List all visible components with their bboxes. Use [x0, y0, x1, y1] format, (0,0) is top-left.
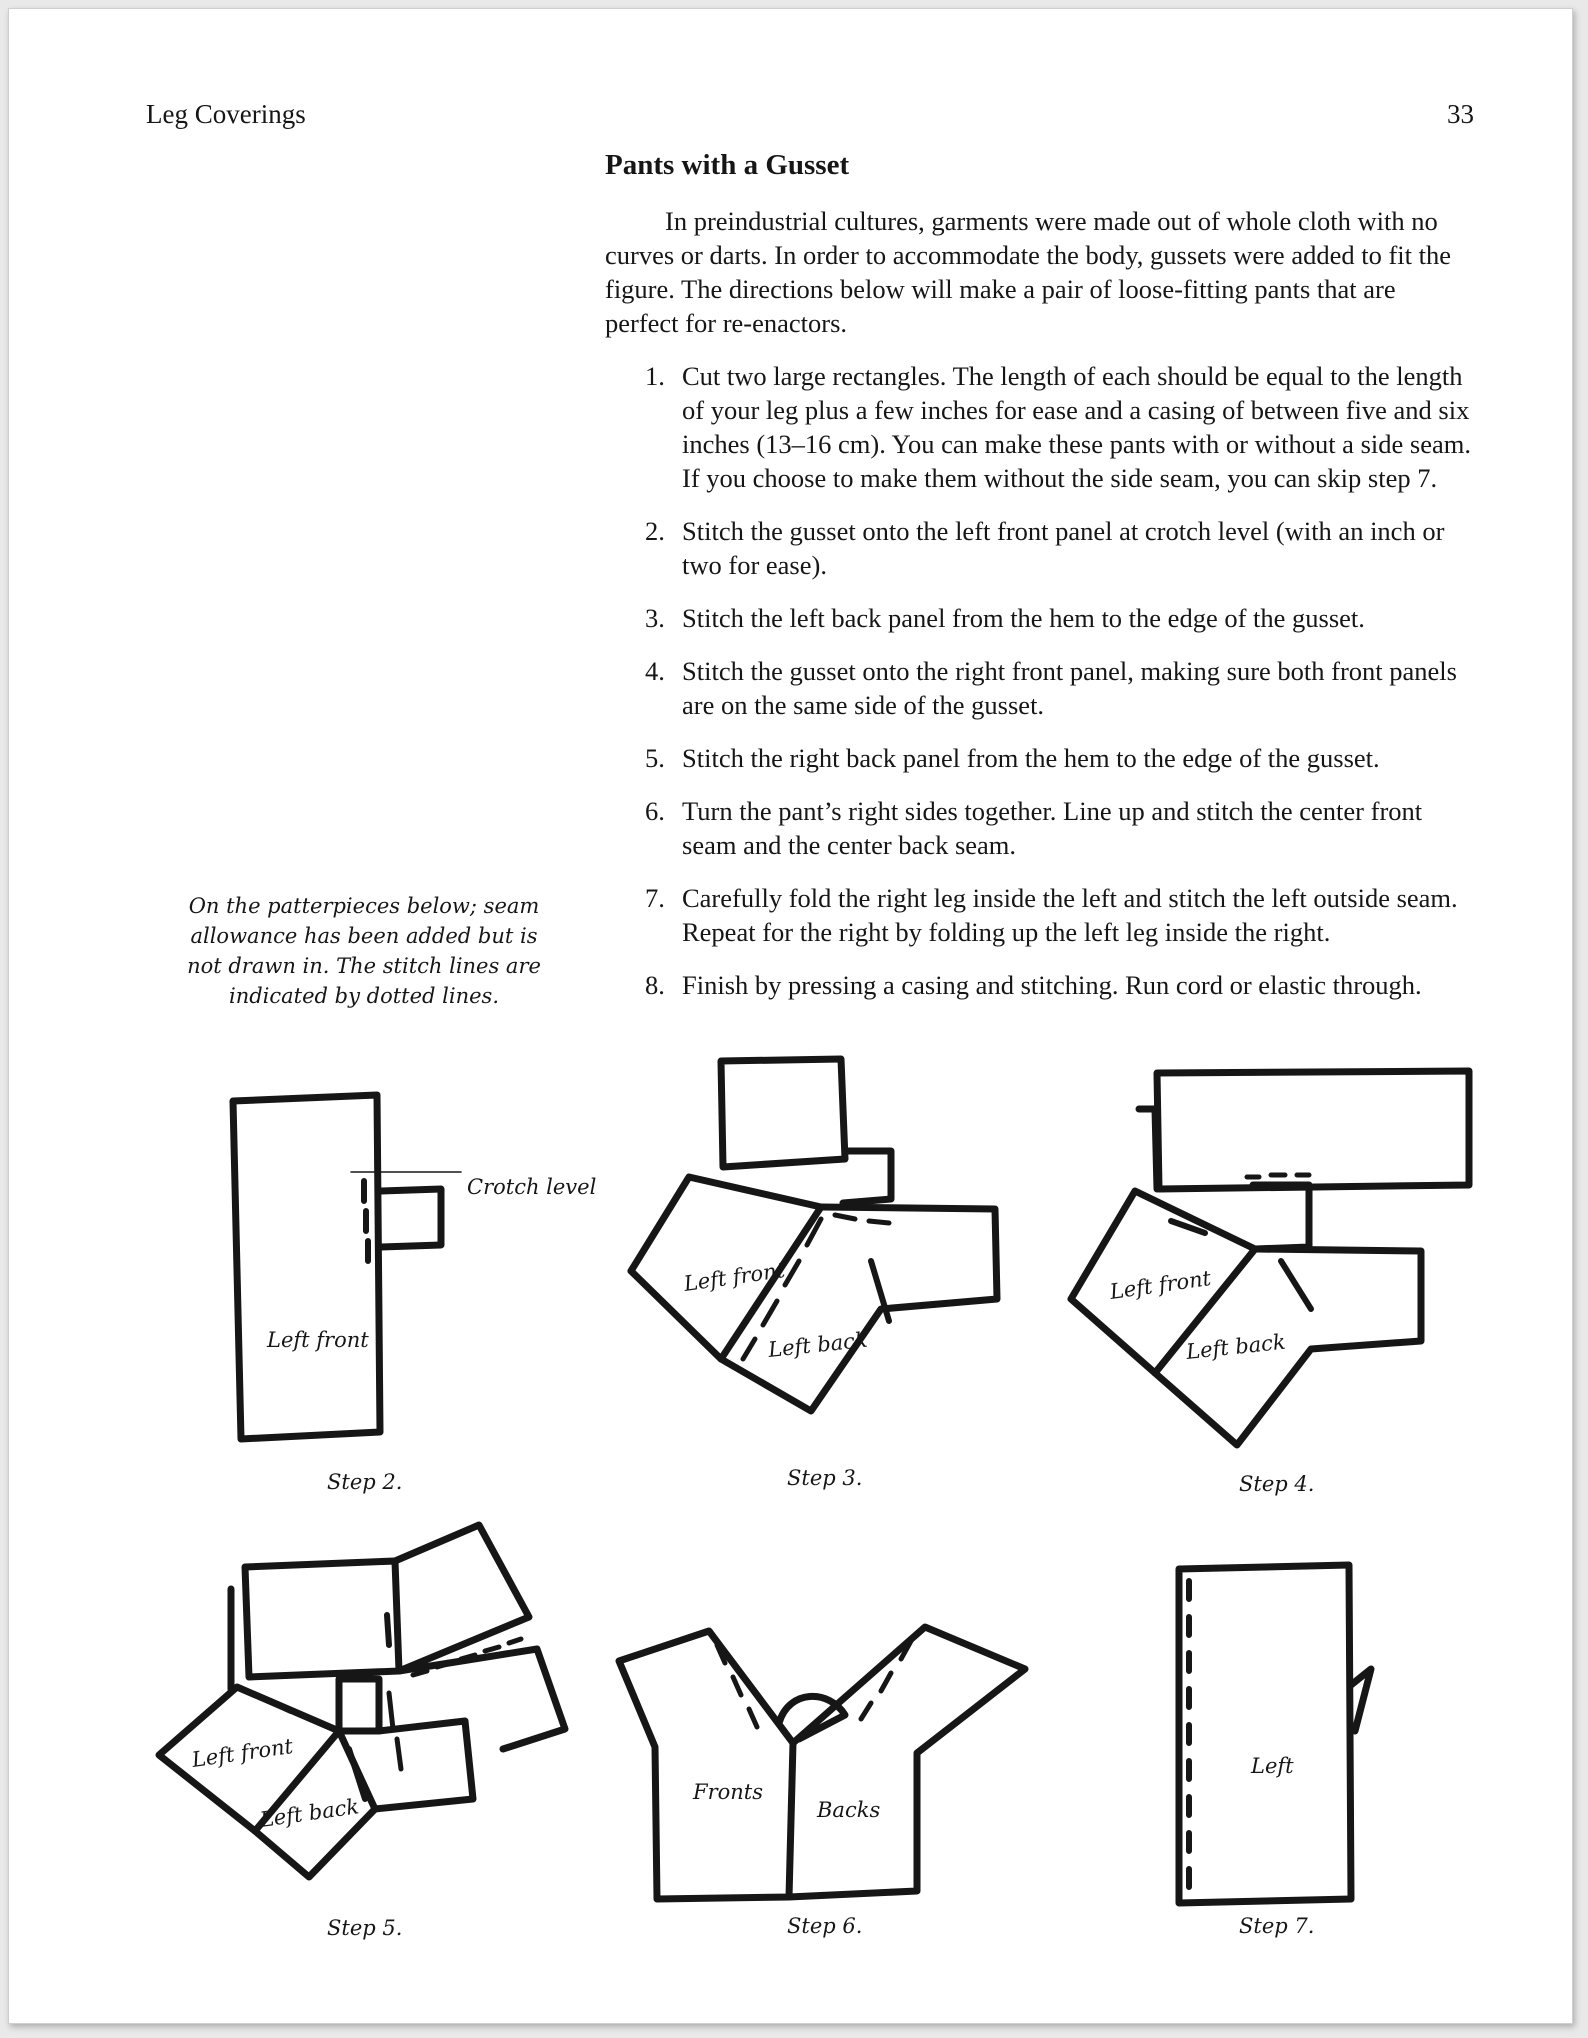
step-number: 1.	[645, 361, 665, 391]
left-front-label: Left front	[682, 1258, 787, 1296]
backs-label: Backs	[817, 1798, 881, 1822]
stitch-line	[835, 1215, 889, 1223]
gusset-piece	[339, 1679, 379, 1731]
left-back-label: Left back	[767, 1327, 869, 1362]
left-front-label: Left front	[1108, 1266, 1213, 1304]
dart-line	[1281, 1261, 1311, 1309]
stitch-line	[364, 1181, 368, 1261]
right-panel-top	[395, 1525, 529, 1671]
step6-diagram	[619, 1627, 1025, 1899]
back-panel-top	[721, 1059, 845, 1167]
panel-edge	[1139, 1109, 1157, 1189]
step-number: 6.	[645, 796, 665, 826]
step-text: Stitch the right back panel from the hem to the edge of the gusset.	[682, 743, 1380, 773]
pattern-illustrations	[9, 9, 1572, 2023]
fronts-panel	[619, 1631, 793, 1899]
left-back-label: Left back	[1185, 1329, 1287, 1364]
page-number: 33	[1447, 99, 1474, 129]
step6-caption: Step 6.	[787, 1914, 863, 1938]
step5-diagram	[159, 1525, 565, 1877]
right-front-panel	[375, 1721, 473, 1809]
left-panel	[1179, 1565, 1351, 1903]
step-text: Turn the pant’s right sides together. Line up and stitch the center front seam and the center back seam.	[682, 796, 1423, 860]
step-text: Carefully fold the right leg inside the left and stitch the left outside seam. Repeat for the right by folding up the left leg inside the right.	[682, 883, 1458, 947]
stitch-line	[1247, 1175, 1309, 1177]
back-panel-top	[245, 1561, 399, 1677]
step-text: Finish by pressing a casing and stitching. Run cord or elastic through.	[682, 970, 1422, 1000]
step-number: 4.	[645, 656, 665, 686]
stitch-line	[387, 1615, 389, 1645]
step-number: 8.	[645, 970, 665, 1000]
step4-diagram	[1071, 1071, 1469, 1445]
backs-panel	[789, 1627, 1025, 1897]
left-label: Left	[1251, 1754, 1294, 1778]
step-text: Stitch the gusset onto the right front panel, making sure both front panels are on the same side of the gusset.	[682, 656, 1457, 720]
fronts-label: Fronts	[693, 1780, 763, 1804]
right-front-panel	[1157, 1071, 1469, 1189]
step-number: 7.	[645, 883, 665, 913]
intro-paragraph: In preindustrial cultures, garments were made out of whole cloth with no curves or darts. In order to accommodate the body, gussets were added to fit the figure. The directions below will make a pair of loose-fitting pants that are perfect for re-enactors.	[605, 206, 1452, 338]
gusset-piece	[380, 1189, 441, 1247]
step3-caption: Step 3.	[787, 1466, 863, 1490]
step-number: 2.	[645, 516, 665, 546]
left-front-label: Left front	[190, 1734, 295, 1772]
step-text: Cut two large rectangles. The length of each should be equal to the length of your leg plus a few inches for ease and a casing of between five and six inches (13–16 cm). You can make these pants with or without a side seam. If you choose to make them without the side seam, you can skip step 7.	[682, 361, 1471, 493]
step7-diagram	[1179, 1565, 1371, 1903]
gusset-edge	[1351, 1669, 1371, 1731]
left-back-label: Left back	[258, 1794, 361, 1832]
step5-caption: Step 5.	[327, 1916, 403, 1940]
pattern-note: On the patterpieces below; seam allowance has been added but is not drawn in. The stitch lines are indicated by dotted lines.	[187, 894, 541, 1008]
step4-caption: Step 4.	[1239, 1472, 1315, 1496]
step-number: 3.	[645, 603, 665, 633]
step-text: Stitch the gusset onto the left front panel at crotch level (with an inch or two for ease).	[682, 516, 1445, 580]
step2-diagram	[233, 1095, 461, 1439]
step-number: 5.	[645, 743, 665, 773]
running-head: Leg Coverings	[146, 99, 306, 129]
step7-caption: Step 7.	[1239, 1914, 1315, 1938]
right-back-panel	[399, 1649, 565, 1749]
crotch-level-label: Crotch level	[467, 1175, 597, 1199]
book-page	[8, 8, 1573, 2024]
left-back-panel	[721, 1207, 997, 1411]
gusset-piece	[1253, 1185, 1309, 1249]
gusset-piece	[843, 1151, 891, 1203]
left-front-panel	[233, 1095, 380, 1439]
step3-diagram	[631, 1059, 997, 1411]
left-front-label: Left front	[267, 1328, 369, 1352]
step-text: Stitch the left back panel from the hem to the edge of the gusset.	[682, 603, 1365, 633]
step2-caption: Step 2.	[327, 1470, 403, 1494]
section-title: Pants with a Gusset	[605, 149, 850, 181]
